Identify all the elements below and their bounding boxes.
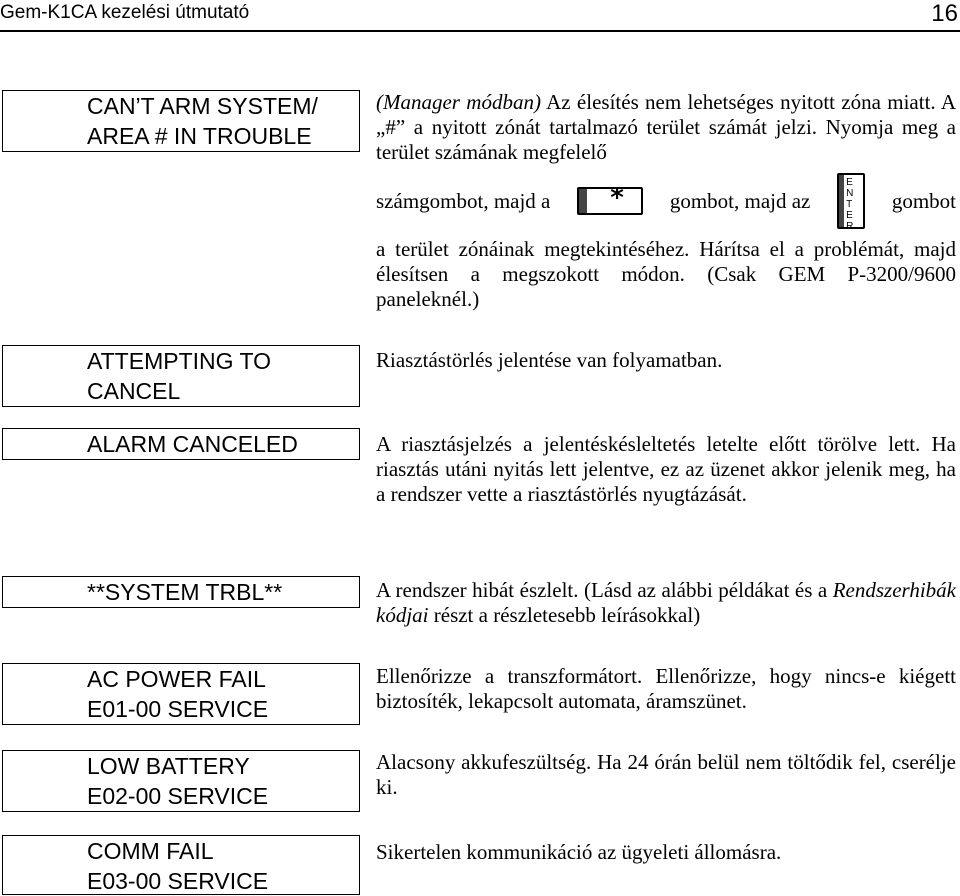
lcd-line: E02-00 SERVICE xyxy=(87,783,269,809)
lcd-line: E03-00 SERVICE xyxy=(87,868,269,894)
lcd-line: E01-00 SERVICE xyxy=(87,696,269,722)
lcd-message-low-battery xyxy=(2,750,360,812)
description-text: Az élesítés nem lehetséges nyitott zóna miatt. A „#” a nyitott zónát tartalmazó terület számát jelzi. Nyomja meg a terület számának megfelelő xyxy=(376,90,956,164)
description-text: részt a részletesebb leírásokkal) xyxy=(428,603,701,627)
description-text: A rendszer hibát észlelt. (Lásd az alábbi példákat és a xyxy=(376,578,833,602)
page-number: 16 xyxy=(931,0,958,27)
description-text: Riasztástörlés jelentése van folyamatban. xyxy=(376,348,723,372)
document-title: Gem-K1CA kezelési útmutató xyxy=(0,2,250,23)
description-text: A riasztásjelzés a jelentéskésleltetés letelte előtt törölve lett. Ha riasztás utáni nyitás lett jelentve, ez az üzenet akkor jelenik meg, ha a rendszer vette a riasztástörlés nyugtázását. xyxy=(376,432,956,506)
star-key-icon xyxy=(577,183,643,215)
lcd-line: LOW BATTERY xyxy=(87,753,250,779)
description-low-battery xyxy=(376,750,956,800)
description-system-trouble xyxy=(376,578,956,628)
description-text: gombot, majd az xyxy=(669,188,811,213)
lcd-message-system-trouble xyxy=(2,576,360,608)
enter-key-label: E N T E R xyxy=(846,177,854,232)
description-italic: Rendszerhibák kódjai xyxy=(376,578,956,627)
key-instruction-line xyxy=(376,165,956,237)
description-text: gombot xyxy=(891,188,956,213)
description-italic: (Manager módban) xyxy=(376,90,541,114)
lcd-message-cant-arm xyxy=(2,90,360,152)
description-cant-arm xyxy=(376,90,956,312)
description-alarm-canceled xyxy=(376,432,956,507)
lcd-line: **SYSTEM TRBL** xyxy=(87,579,283,605)
description-text: a terület zónáinak megtekintéséhez. Hárítsa el a problémát, majd élesítsen a megszokott módon. (Csak GEM P-3200/9600 paneleknél.) xyxy=(376,237,956,311)
page-header xyxy=(0,0,960,32)
lcd-line: ATTEMPTING TO xyxy=(87,348,272,374)
description-text: Ellenőrizze a transzformátort. Ellenőrizze, hogy nincs-e kiégett biztosíték, lekapcsolt automata, áramszünet. xyxy=(376,664,956,713)
lcd-line: AREA # IN TROUBLE xyxy=(87,123,312,149)
lcd-message-ac-power-fail xyxy=(2,663,360,725)
description-text: Alacsony akkufeszültség. Ha 24 órán belül nem töltődik fel, cserélje ki. xyxy=(376,750,956,799)
lcd-line: ALARM CANCELED xyxy=(87,431,298,457)
description-comm-fail xyxy=(376,840,956,865)
lcd-line: CANCEL xyxy=(87,378,181,404)
description-text: számgombot, majd a xyxy=(376,188,551,213)
lcd-line: CAN’T ARM SYSTEM/ xyxy=(87,93,318,119)
lcd-message-comm-fail xyxy=(2,835,360,895)
lcd-message-attempting-cancel xyxy=(2,345,360,407)
description-ac-power-fail xyxy=(376,664,956,714)
description-attempting-cancel xyxy=(376,348,956,373)
description-text: Sikertelen kommunikáció az ügyeleti állomásra. xyxy=(376,840,782,864)
lcd-line: AC POWER FAIL xyxy=(87,666,266,692)
lcd-message-alarm-canceled xyxy=(2,428,360,460)
star-key-label: * xyxy=(610,183,624,213)
lcd-line: COMM FAIL xyxy=(87,838,214,864)
enter-key-icon xyxy=(837,173,865,232)
